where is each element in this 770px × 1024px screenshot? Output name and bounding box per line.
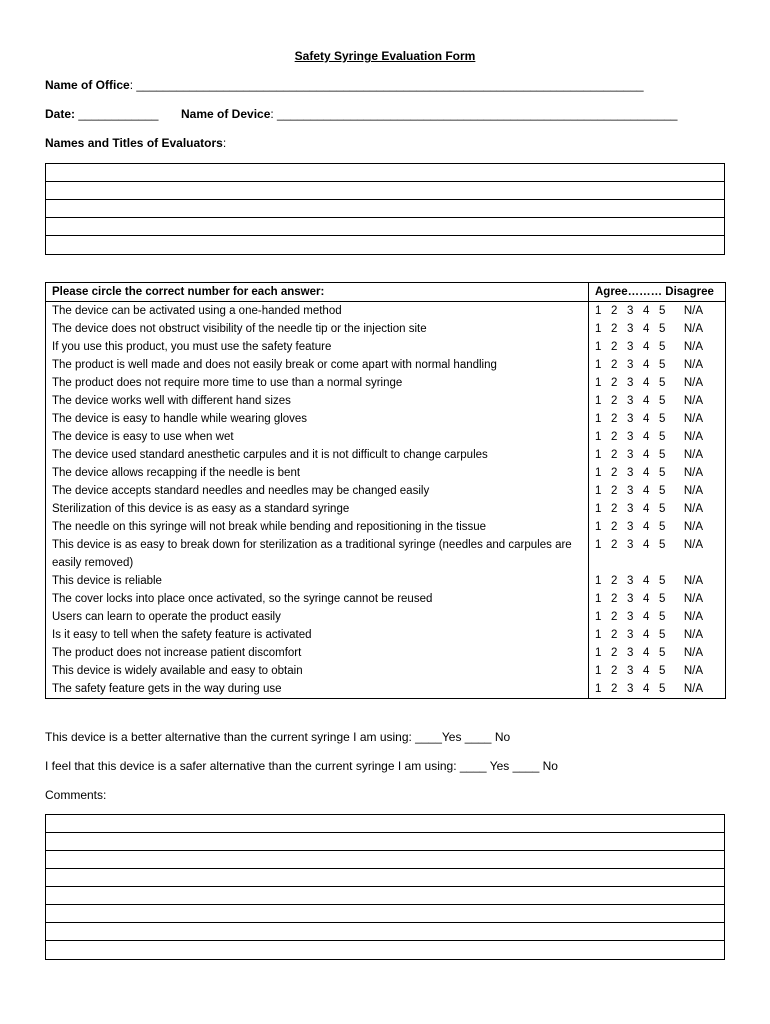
table-row xyxy=(46,590,726,608)
rating-option[interactable]: 2 xyxy=(611,395,618,407)
rating-option[interactable]: 3 xyxy=(627,683,634,695)
table-row xyxy=(46,482,726,500)
statement-text: The device does not obstruct visibility of the needle tip or the injection site xyxy=(46,320,589,338)
rating-option[interactable]: 3 xyxy=(627,341,634,353)
rating-option[interactable]: 2 xyxy=(611,611,618,623)
rating-option[interactable]: 3 xyxy=(627,323,634,335)
evaluators-label: Names and Titles of Evaluators xyxy=(45,136,223,150)
evaluator-entry-row[interactable] xyxy=(46,218,724,236)
rating-scale xyxy=(589,428,726,446)
rating-option[interactable]: 5 xyxy=(659,377,666,389)
rating-option[interactable]: 4 xyxy=(643,395,650,407)
date-label: Date: xyxy=(45,107,76,121)
rating-option[interactable]: 5 xyxy=(659,341,666,353)
table-body xyxy=(46,302,726,699)
rating-option[interactable]: 2 xyxy=(611,629,618,641)
table-row xyxy=(46,302,726,321)
rating-scale xyxy=(589,500,726,518)
rating-option[interactable]: 1 xyxy=(595,449,602,461)
statement-text: This device is as easy to break down for sterilization as a traditional syringe (needles and carpules are easily removed) xyxy=(46,536,589,572)
evaluators-grid xyxy=(45,163,725,255)
rating-option-na[interactable]: N/A xyxy=(683,683,703,695)
rating-option[interactable]: 3 xyxy=(627,395,634,407)
rating-scale xyxy=(589,608,726,626)
rating-option[interactable]: 1 xyxy=(595,377,602,389)
rating-option[interactable]: 2 xyxy=(611,593,618,605)
comments-label: Comments: xyxy=(45,788,107,802)
rating-option[interactable]: 1 xyxy=(595,485,602,497)
rating-option[interactable]: 5 xyxy=(659,485,666,497)
rating-option[interactable]: 4 xyxy=(643,323,650,335)
comment-entry-row[interactable] xyxy=(46,815,724,833)
rating-option-na[interactable]: N/A xyxy=(683,359,703,371)
rating-option[interactable]: 5 xyxy=(659,629,666,641)
rating-option[interactable]: 3 xyxy=(627,611,634,623)
statement-text: The product is well made and does not easily break or come apart with normal handling xyxy=(46,356,589,374)
rating-scale xyxy=(589,644,726,662)
evaluator-entry-row[interactable] xyxy=(46,236,724,254)
rating-option[interactable]: 3 xyxy=(627,431,634,443)
statement-text: The device used standard anesthetic carpules and it is not difficult to change carpules xyxy=(46,446,589,464)
rating-option[interactable]: 1 xyxy=(595,575,602,587)
statement-text: The device can be activated using a one-handed method xyxy=(46,302,589,321)
statement-text: The device is easy to handle while wearing gloves xyxy=(46,410,589,428)
rating-option[interactable]: 5 xyxy=(659,683,666,695)
rating-option-na[interactable]: N/A xyxy=(683,395,703,407)
rating-scale xyxy=(589,464,726,482)
rating-option[interactable]: 5 xyxy=(659,503,666,515)
table-header-row xyxy=(46,283,726,302)
comment-entry-row[interactable] xyxy=(46,941,724,959)
rating-option[interactable]: 4 xyxy=(643,647,650,659)
rating-option[interactable]: 1 xyxy=(595,503,602,515)
evaluators-suffix: : xyxy=(222,136,227,150)
rating-option-na[interactable]: N/A xyxy=(683,611,703,623)
table-row xyxy=(46,500,726,518)
rating-option[interactable]: 4 xyxy=(643,359,650,371)
rating-option[interactable]: 5 xyxy=(659,413,666,425)
rating-scale xyxy=(589,410,726,428)
rating-option[interactable]: 5 xyxy=(659,521,666,533)
rating-option[interactable]: 2 xyxy=(611,503,618,515)
rating-scale xyxy=(589,590,726,608)
rating-option[interactable]: 1 xyxy=(595,683,602,695)
evaluator-entry-row[interactable] xyxy=(46,164,724,182)
comment-entry-row[interactable] xyxy=(46,869,724,887)
rating-scale xyxy=(589,518,726,536)
form-title: Safety Syringe Evaluation Form xyxy=(294,49,476,63)
rating-option[interactable]: 1 xyxy=(595,611,602,623)
rating-scale xyxy=(589,680,726,699)
rating-option[interactable]: 5 xyxy=(659,323,666,335)
rating-option[interactable]: 3 xyxy=(627,575,634,587)
rating-option[interactable]: 3 xyxy=(627,629,634,641)
rating-option[interactable]: 5 xyxy=(659,647,666,659)
rating-option-na[interactable]: N/A xyxy=(683,593,703,605)
statement-text: The product does not require more time to use than a normal syringe xyxy=(46,374,589,392)
rating-scale xyxy=(589,446,726,464)
rating-option[interactable]: 2 xyxy=(611,305,618,317)
device-blank[interactable]: : ____________________________________________________________ xyxy=(270,107,678,121)
rating-option-na[interactable]: N/A xyxy=(683,539,703,551)
rating-option[interactable]: 2 xyxy=(611,521,618,533)
rating-option[interactable]: 2 xyxy=(611,575,618,587)
device-label: Name of Device xyxy=(181,107,271,121)
table-row xyxy=(46,392,726,410)
rating-option[interactable]: 4 xyxy=(643,683,650,695)
evaluation-table xyxy=(45,282,726,699)
rating-option-na[interactable]: N/A xyxy=(683,305,703,317)
rating-scale xyxy=(589,536,726,572)
rating-option[interactable]: 4 xyxy=(643,341,650,353)
comment-entry-row[interactable] xyxy=(46,833,724,851)
rating-option[interactable]: 5 xyxy=(659,539,666,551)
comment-entry-row[interactable] xyxy=(46,905,724,923)
statement-text: The product does not increase patient discomfort xyxy=(46,644,589,662)
rating-option[interactable]: 3 xyxy=(627,359,634,371)
table-row xyxy=(46,644,726,662)
rating-option[interactable]: 3 xyxy=(627,485,634,497)
rating-scale xyxy=(589,482,726,500)
rating-option-na[interactable]: N/A xyxy=(683,575,703,587)
rating-option[interactable]: 1 xyxy=(595,413,602,425)
rating-scale xyxy=(589,320,726,338)
statement-text: The cover locks into place once activated, so the syringe cannot be reused xyxy=(46,590,589,608)
rating-scale xyxy=(589,374,726,392)
table-row xyxy=(46,374,726,392)
rating-option-na[interactable]: N/A xyxy=(683,449,703,461)
table-row xyxy=(46,446,726,464)
rating-option[interactable]: 1 xyxy=(595,431,602,443)
statement-text: The safety feature gets in the way during use xyxy=(46,680,589,699)
evaluator-entry-row[interactable] xyxy=(46,200,724,218)
rating-option[interactable]: 5 xyxy=(659,611,666,623)
rating-option[interactable]: 4 xyxy=(643,305,650,317)
rating-option[interactable]: 4 xyxy=(643,431,650,443)
rating-option[interactable]: 2 xyxy=(611,683,618,695)
rating-option[interactable]: 5 xyxy=(659,305,666,317)
rating-option[interactable]: 3 xyxy=(627,539,634,551)
rating-option[interactable]: 5 xyxy=(659,575,666,587)
table-row xyxy=(46,518,726,536)
rating-option-na[interactable]: N/A xyxy=(683,647,703,659)
rating-option[interactable]: 2 xyxy=(611,359,618,371)
rating-option[interactable]: 2 xyxy=(611,413,618,425)
rating-option[interactable]: 1 xyxy=(595,341,602,353)
office-label: Name of Office xyxy=(45,78,130,92)
rating-option[interactable]: 2 xyxy=(611,665,618,677)
rating-option[interactable]: 2 xyxy=(611,449,618,461)
rating-option[interactable]: 5 xyxy=(659,593,666,605)
table-row xyxy=(46,662,726,680)
rating-option-na[interactable]: N/A xyxy=(683,503,703,515)
evaluator-entry-row[interactable] xyxy=(46,182,724,200)
rating-option[interactable]: 4 xyxy=(643,611,650,623)
rating-option[interactable]: 1 xyxy=(595,395,602,407)
rating-option[interactable]: 3 xyxy=(627,305,634,317)
rating-option-na[interactable]: N/A xyxy=(683,467,703,479)
table-row xyxy=(46,464,726,482)
rating-option[interactable]: 5 xyxy=(659,395,666,407)
rating-option[interactable]: 4 xyxy=(643,485,650,497)
date-blank[interactable]: ____________ xyxy=(75,107,159,121)
rating-option[interactable]: 3 xyxy=(627,503,634,515)
rating-option[interactable]: 2 xyxy=(611,341,618,353)
rating-option[interactable]: 2 xyxy=(611,323,618,335)
rating-option[interactable]: 4 xyxy=(643,575,650,587)
rating-option[interactable]: 1 xyxy=(595,647,602,659)
rating-option-na[interactable]: N/A xyxy=(683,485,703,497)
rating-option-na[interactable]: N/A xyxy=(683,665,703,677)
rating-option-na[interactable]: N/A xyxy=(683,341,703,353)
rating-option-na[interactable]: N/A xyxy=(683,431,703,443)
rating-scale xyxy=(589,356,726,374)
rating-scale xyxy=(589,662,726,680)
table-row xyxy=(46,572,726,590)
table-row xyxy=(46,428,726,446)
rating-option[interactable]: 1 xyxy=(595,323,602,335)
rating-option[interactable]: 5 xyxy=(659,359,666,371)
rating-option[interactable]: 3 xyxy=(627,449,634,461)
rating-scale xyxy=(589,338,726,356)
date-line xyxy=(45,107,158,121)
statement-text: Sterilization of this device is as easy as a standard syringe xyxy=(46,500,589,518)
statement-text: The device allows recapping if the needle is bent xyxy=(46,464,589,482)
rating-option[interactable]: 3 xyxy=(627,665,634,677)
comment-entry-row[interactable] xyxy=(46,851,724,869)
rating-scale xyxy=(589,626,726,644)
rating-option[interactable]: 4 xyxy=(643,665,650,677)
statement-text: The device works well with different hand sizes xyxy=(46,392,589,410)
rating-option[interactable]: 4 xyxy=(643,503,650,515)
rating-option[interactable]: 1 xyxy=(595,521,602,533)
statement-text: The device is easy to use when wet xyxy=(46,428,589,446)
table-row xyxy=(46,410,726,428)
rating-option[interactable]: 1 xyxy=(595,359,602,371)
rating-option-na[interactable]: N/A xyxy=(683,413,703,425)
rating-option[interactable]: 2 xyxy=(611,539,618,551)
statement-text: This device is reliable xyxy=(46,572,589,590)
rating-option[interactable]: 3 xyxy=(627,593,634,605)
rating-option[interactable]: 4 xyxy=(643,521,650,533)
rating-option-na[interactable]: N/A xyxy=(683,323,703,335)
question-better-alternative: This device is a better alternative than the current syringe I am using: ____Yes ____ No xyxy=(45,730,511,744)
rating-option[interactable]: 1 xyxy=(595,665,602,677)
rating-option[interactable]: 1 xyxy=(595,305,602,317)
table-row xyxy=(46,608,726,626)
rating-option[interactable]: 1 xyxy=(595,467,602,479)
table-row xyxy=(46,356,726,374)
rating-scale xyxy=(589,572,726,590)
table-row xyxy=(46,338,726,356)
rating-option[interactable]: 4 xyxy=(643,377,650,389)
statement-text: Is it easy to tell when the safety feature is activated xyxy=(46,626,589,644)
rating-option[interactable]: 3 xyxy=(627,521,634,533)
table-row xyxy=(46,680,726,699)
table-row xyxy=(46,626,726,644)
header-scale: Agree……… Disagree xyxy=(589,283,726,302)
rating-option[interactable]: 4 xyxy=(643,629,650,641)
comments-grid xyxy=(45,814,725,960)
statement-text: The device accepts standard needles and needles may be changed easily xyxy=(46,482,589,500)
table-row xyxy=(46,320,726,338)
rating-option[interactable]: 4 xyxy=(643,413,650,425)
rating-option[interactable]: 4 xyxy=(643,593,650,605)
rating-option[interactable]: 5 xyxy=(659,449,666,461)
rating-scale xyxy=(589,392,726,410)
rating-option-na[interactable]: N/A xyxy=(683,629,703,641)
rating-option-na[interactable]: N/A xyxy=(683,377,703,389)
rating-option[interactable]: 2 xyxy=(611,485,618,497)
rating-option[interactable]: 2 xyxy=(611,431,618,443)
rating-option[interactable]: 3 xyxy=(627,413,634,425)
statement-text: Users can learn to operate the product easily xyxy=(46,608,589,626)
question-safer-alternative: I feel that this device is a safer alternative than the current syringe I am using: ____ Yes ____ No xyxy=(45,759,558,773)
rating-option[interactable]: 3 xyxy=(627,647,634,659)
rating-option[interactable]: 5 xyxy=(659,467,666,479)
rating-option[interactable]: 1 xyxy=(595,629,602,641)
header-instructions: Please circle the correct number for each answer: xyxy=(46,283,589,302)
office-blank[interactable]: : ____________________________________________________________________________ xyxy=(129,78,644,92)
rating-option[interactable]: 5 xyxy=(659,665,666,677)
evaluators-line xyxy=(45,136,226,150)
rating-option[interactable]: 4 xyxy=(643,449,650,461)
rating-option[interactable]: 1 xyxy=(595,593,602,605)
rating-option-na[interactable]: N/A xyxy=(683,521,703,533)
rating-option[interactable]: 2 xyxy=(611,377,618,389)
rating-option[interactable]: 5 xyxy=(659,431,666,443)
rating-option[interactable]: 2 xyxy=(611,467,618,479)
rating-option[interactable]: 3 xyxy=(627,377,634,389)
rating-option[interactable]: 2 xyxy=(611,647,618,659)
device-line xyxy=(181,107,677,121)
comment-entry-row[interactable] xyxy=(46,923,724,941)
statement-text: This device is widely available and easy to obtain xyxy=(46,662,589,680)
comment-entry-row[interactable] xyxy=(46,887,724,905)
statement-text: If you use this product, you must use the safety feature xyxy=(46,338,589,356)
table-row xyxy=(46,536,726,572)
rating-option[interactable]: 4 xyxy=(643,467,650,479)
rating-scale xyxy=(589,302,726,321)
rating-option[interactable]: 1 xyxy=(595,539,602,551)
rating-option[interactable]: 4 xyxy=(643,539,650,551)
office-line xyxy=(45,78,644,92)
statement-text: The needle on this syringe will not break while bending and repositioning in the tissue xyxy=(46,518,589,536)
rating-option[interactable]: 3 xyxy=(627,467,634,479)
